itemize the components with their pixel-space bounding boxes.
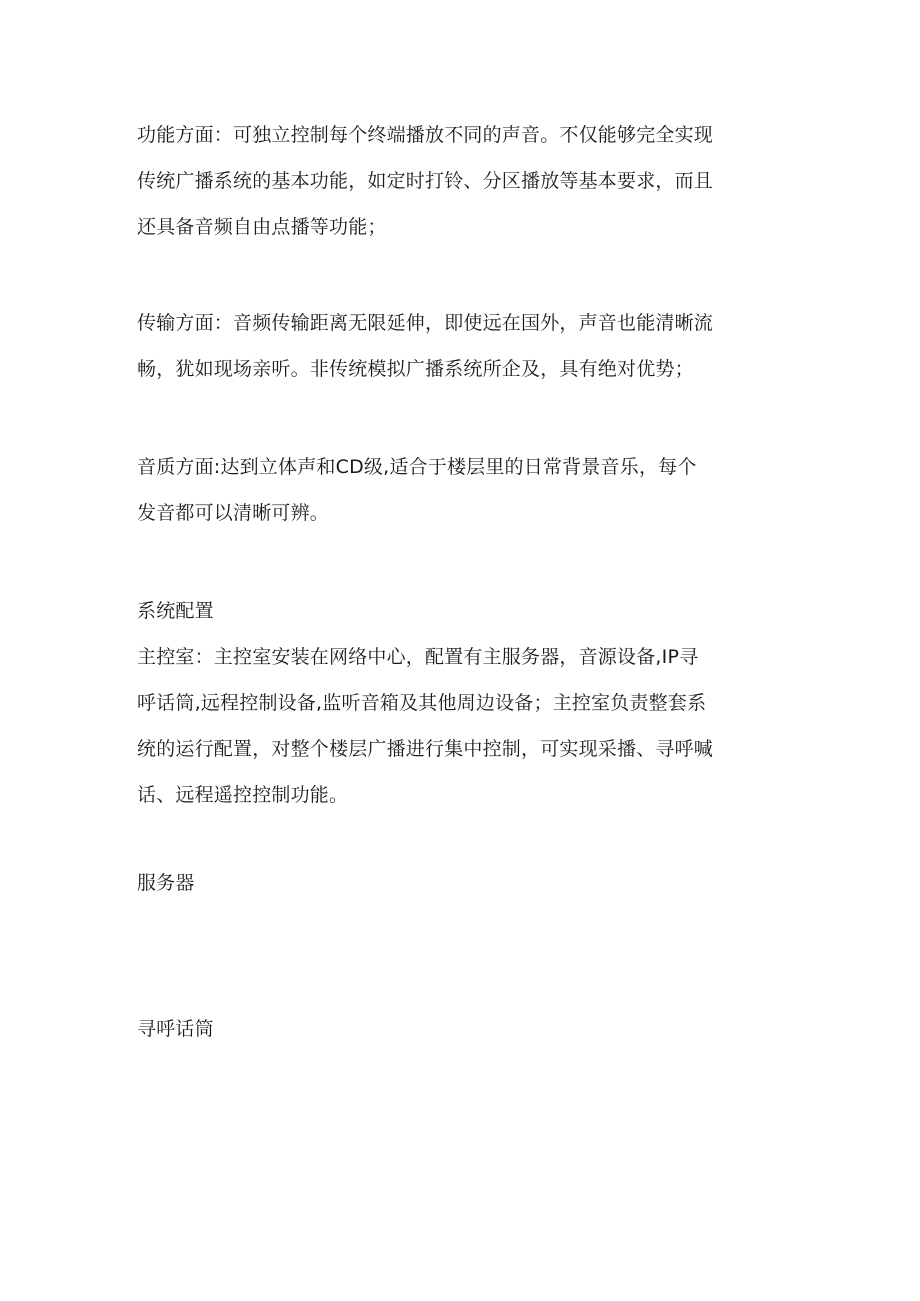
text-line: 功能方面：可独立控制每个终端播放不同的声音。不仅能够完全实现 bbox=[137, 124, 714, 146]
heading-paging-microphone bbox=[137, 1006, 793, 1052]
text-line: 畅，犹如现场亲听。非传统模拟广播系统所企及，具有绝对优势； bbox=[137, 358, 694, 380]
text-line: 发音都可以清晰可辨。 bbox=[137, 502, 330, 524]
paragraph-control-room bbox=[137, 634, 793, 818]
paragraph-function bbox=[137, 112, 793, 250]
text-line: 主控室：主控室安装在网络中心，配置有主服务器，音源设备,IP寻 bbox=[137, 646, 699, 668]
text-line: 传统广播系统的基本功能，如定时打铃、分区播放等基本要求，而且 bbox=[137, 170, 714, 192]
text-line: 话、远程遥控控制功能。 bbox=[137, 784, 349, 806]
text-line: 呼话筒,远程控制设备,监听音箱及其他周边设备；主控室负责整套系 bbox=[137, 692, 707, 714]
text-line: 还具备音频自由点播等功能； bbox=[137, 216, 387, 238]
text-line: 音质方面:达到立体声和CD级,适合于楼层里的日常背景音乐，每个 bbox=[137, 456, 697, 478]
text-line: 统的运行配置，对整个楼层广播进行集中控制，可实现采播、寻呼喊 bbox=[137, 738, 714, 760]
heading-text: 系统配置 bbox=[137, 600, 214, 622]
text-line: 传输方面：音频传输距离无限延伸，即使远在国外，声音也能清晰流 bbox=[137, 312, 714, 334]
paragraph-transmission bbox=[137, 300, 793, 392]
paragraph-quality bbox=[137, 444, 793, 536]
heading-text: 服务器 bbox=[137, 872, 195, 894]
heading-server bbox=[137, 860, 793, 906]
heading-system-config bbox=[137, 588, 793, 634]
heading-text: 寻呼话筒 bbox=[137, 1018, 214, 1040]
